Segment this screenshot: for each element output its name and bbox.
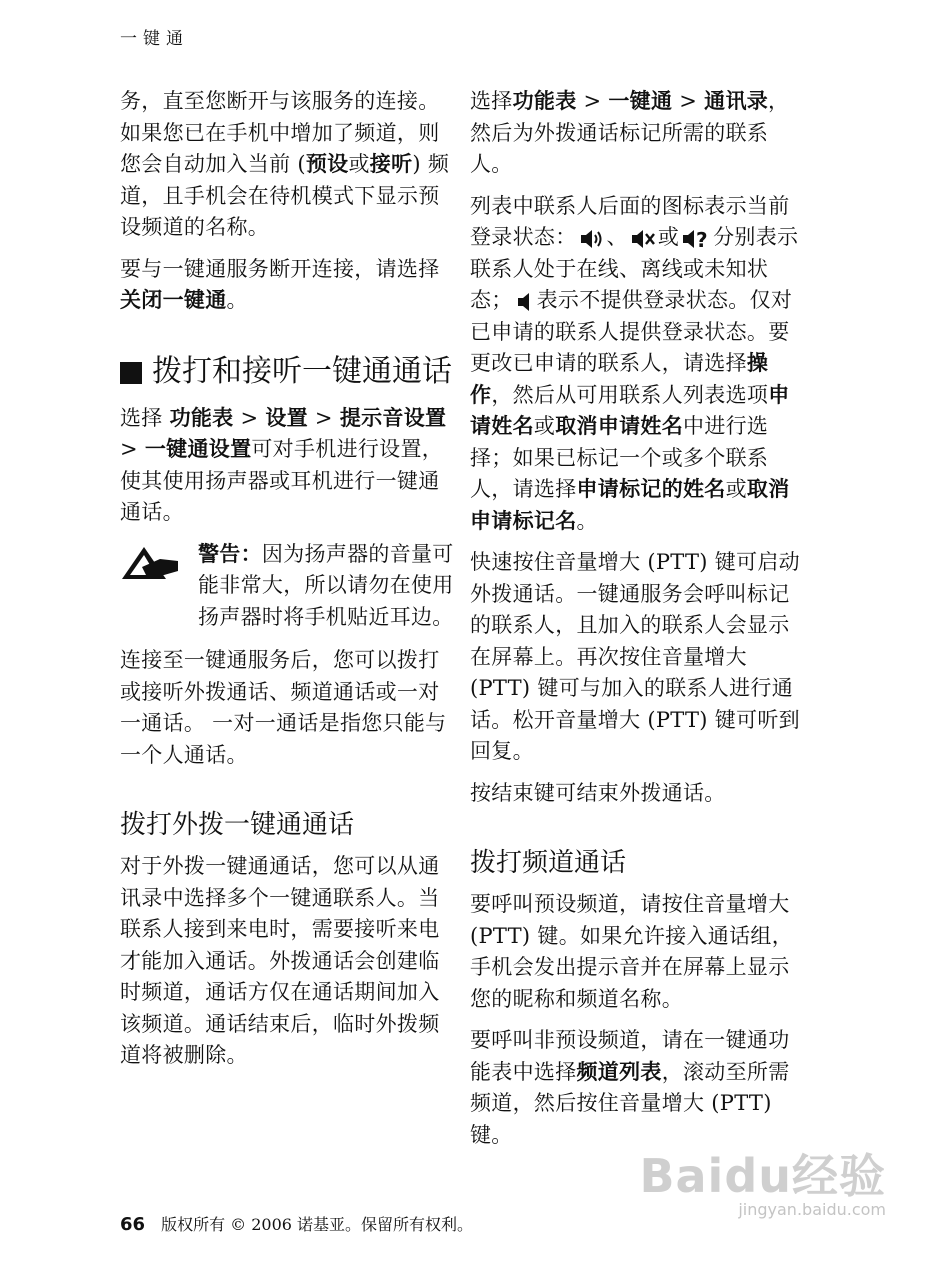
- square-bullet-icon: [120, 362, 142, 384]
- watermark-url: jingyan.baidu.com: [738, 1200, 886, 1219]
- paragraph: 选择 功能表 > 设置 > 提示音设置 > 一键通设置可对手机进行设置，使其使用扬声器或耳机进行一键通通话。: [120, 405, 447, 524]
- right-column: [470, 86, 802, 1161]
- running-header: 一键通: [120, 29, 189, 49]
- section-heading: 拨打和接听一键通通话: [120, 355, 455, 389]
- paragraph: 选择功能表 > 一键通 > 通讯录，然后为外拨通话标记所需的联系人。: [470, 89, 790, 176]
- page-number: 66: [120, 1214, 146, 1235]
- paragraph: 连接至一键通服务后，您可以拨打或接听外拨通话、频道通话或一对一通话。 一对一通话是指您只能与一个人通话。: [120, 648, 447, 767]
- paragraph: 快速按住音量增大 (PTT) 键可启动外拨通话。一键通服务会呼叫标记的联系人，且加入的联系人会显示在屏幕上。再次按住音量增大 (PTT) 键可与加入的联系人进行通话。松开音量增大 (PTT) 键可听到回复。: [470, 550, 800, 763]
- paragraph: 要与一键通服务断开连接，请选择关闭一键通。: [120, 256, 440, 312]
- speaker-not-provided-icon: [515, 292, 535, 312]
- paragraph: 对于外拨一键通通话，您可以从通讯录中选择多个一键通联系人。当联系人接到来电时，需要接听来电才能加入通话。外拨通话会创建临时频道，通话方仅在通话期间加入该频道。通话结束后，临时外拨频道将被删除。: [120, 854, 440, 1067]
- paragraph: 要呼叫非预设频道，请在一键通功能表中选择频道列表，滚动至所需频道，然后按住音量增大 (PTT) 键。: [470, 1028, 790, 1147]
- paragraph: 按结束键可结束外拨通话。: [470, 780, 726, 805]
- copyright-text: 版权所有 © 2006 诺基亚。保留所有权利。: [161, 1215, 474, 1234]
- speaker-offline-icon: [630, 229, 656, 249]
- left-column: [120, 86, 455, 1082]
- watermark: [639, 1140, 886, 1219]
- paragraph: 务，直至您断开与该服务的连接。如果您已在手机中增加了频道，则您会自动加入当前 (预设或接听) 频道，且手机会在待机模式下显示预设频道的名称。: [120, 89, 450, 239]
- warning-label: 警告：: [198, 541, 262, 566]
- subsection-heading: 拨打频道通话: [470, 848, 627, 878]
- speaker-unknown-icon: [681, 228, 711, 250]
- speaker-online-icon: [579, 229, 605, 249]
- warning-triangle-icon: [120, 545, 182, 581]
- svg-text:?: ?: [696, 227, 709, 250]
- paragraph: 列表中联系人后面的图标表示当前登录状态： 、 或 ? 分别表示联系人处于在线、离线或未知状态； 表示不提供登录状态。仅对已申请的联系人提供登录状态。要更改已申请的联系人，请选择操作，然后从可用联系人列表选项申请姓名或取消申请姓名中进行选择；如果已标记一个或多个联系人，请选择申请标记的姓名或取消申请标记名。: [470, 193, 799, 533]
- warning-note: 警告：因为扬声器的音量可能非常大，所以请勿在使用扬声器时将手机贴近耳边。: [120, 539, 455, 634]
- watermark-logo: Baidu经验: [639, 1149, 886, 1203]
- page-footer: [120, 1212, 473, 1235]
- paragraph: 要呼叫预设频道，请按住音量增大 (PTT) 键。如果允许接入通话组，手机会发出提示音并在屏幕上显示您的昵称和频道名称。: [470, 892, 793, 1011]
- subsection-heading: 拨打外拨一键通通话: [120, 810, 355, 840]
